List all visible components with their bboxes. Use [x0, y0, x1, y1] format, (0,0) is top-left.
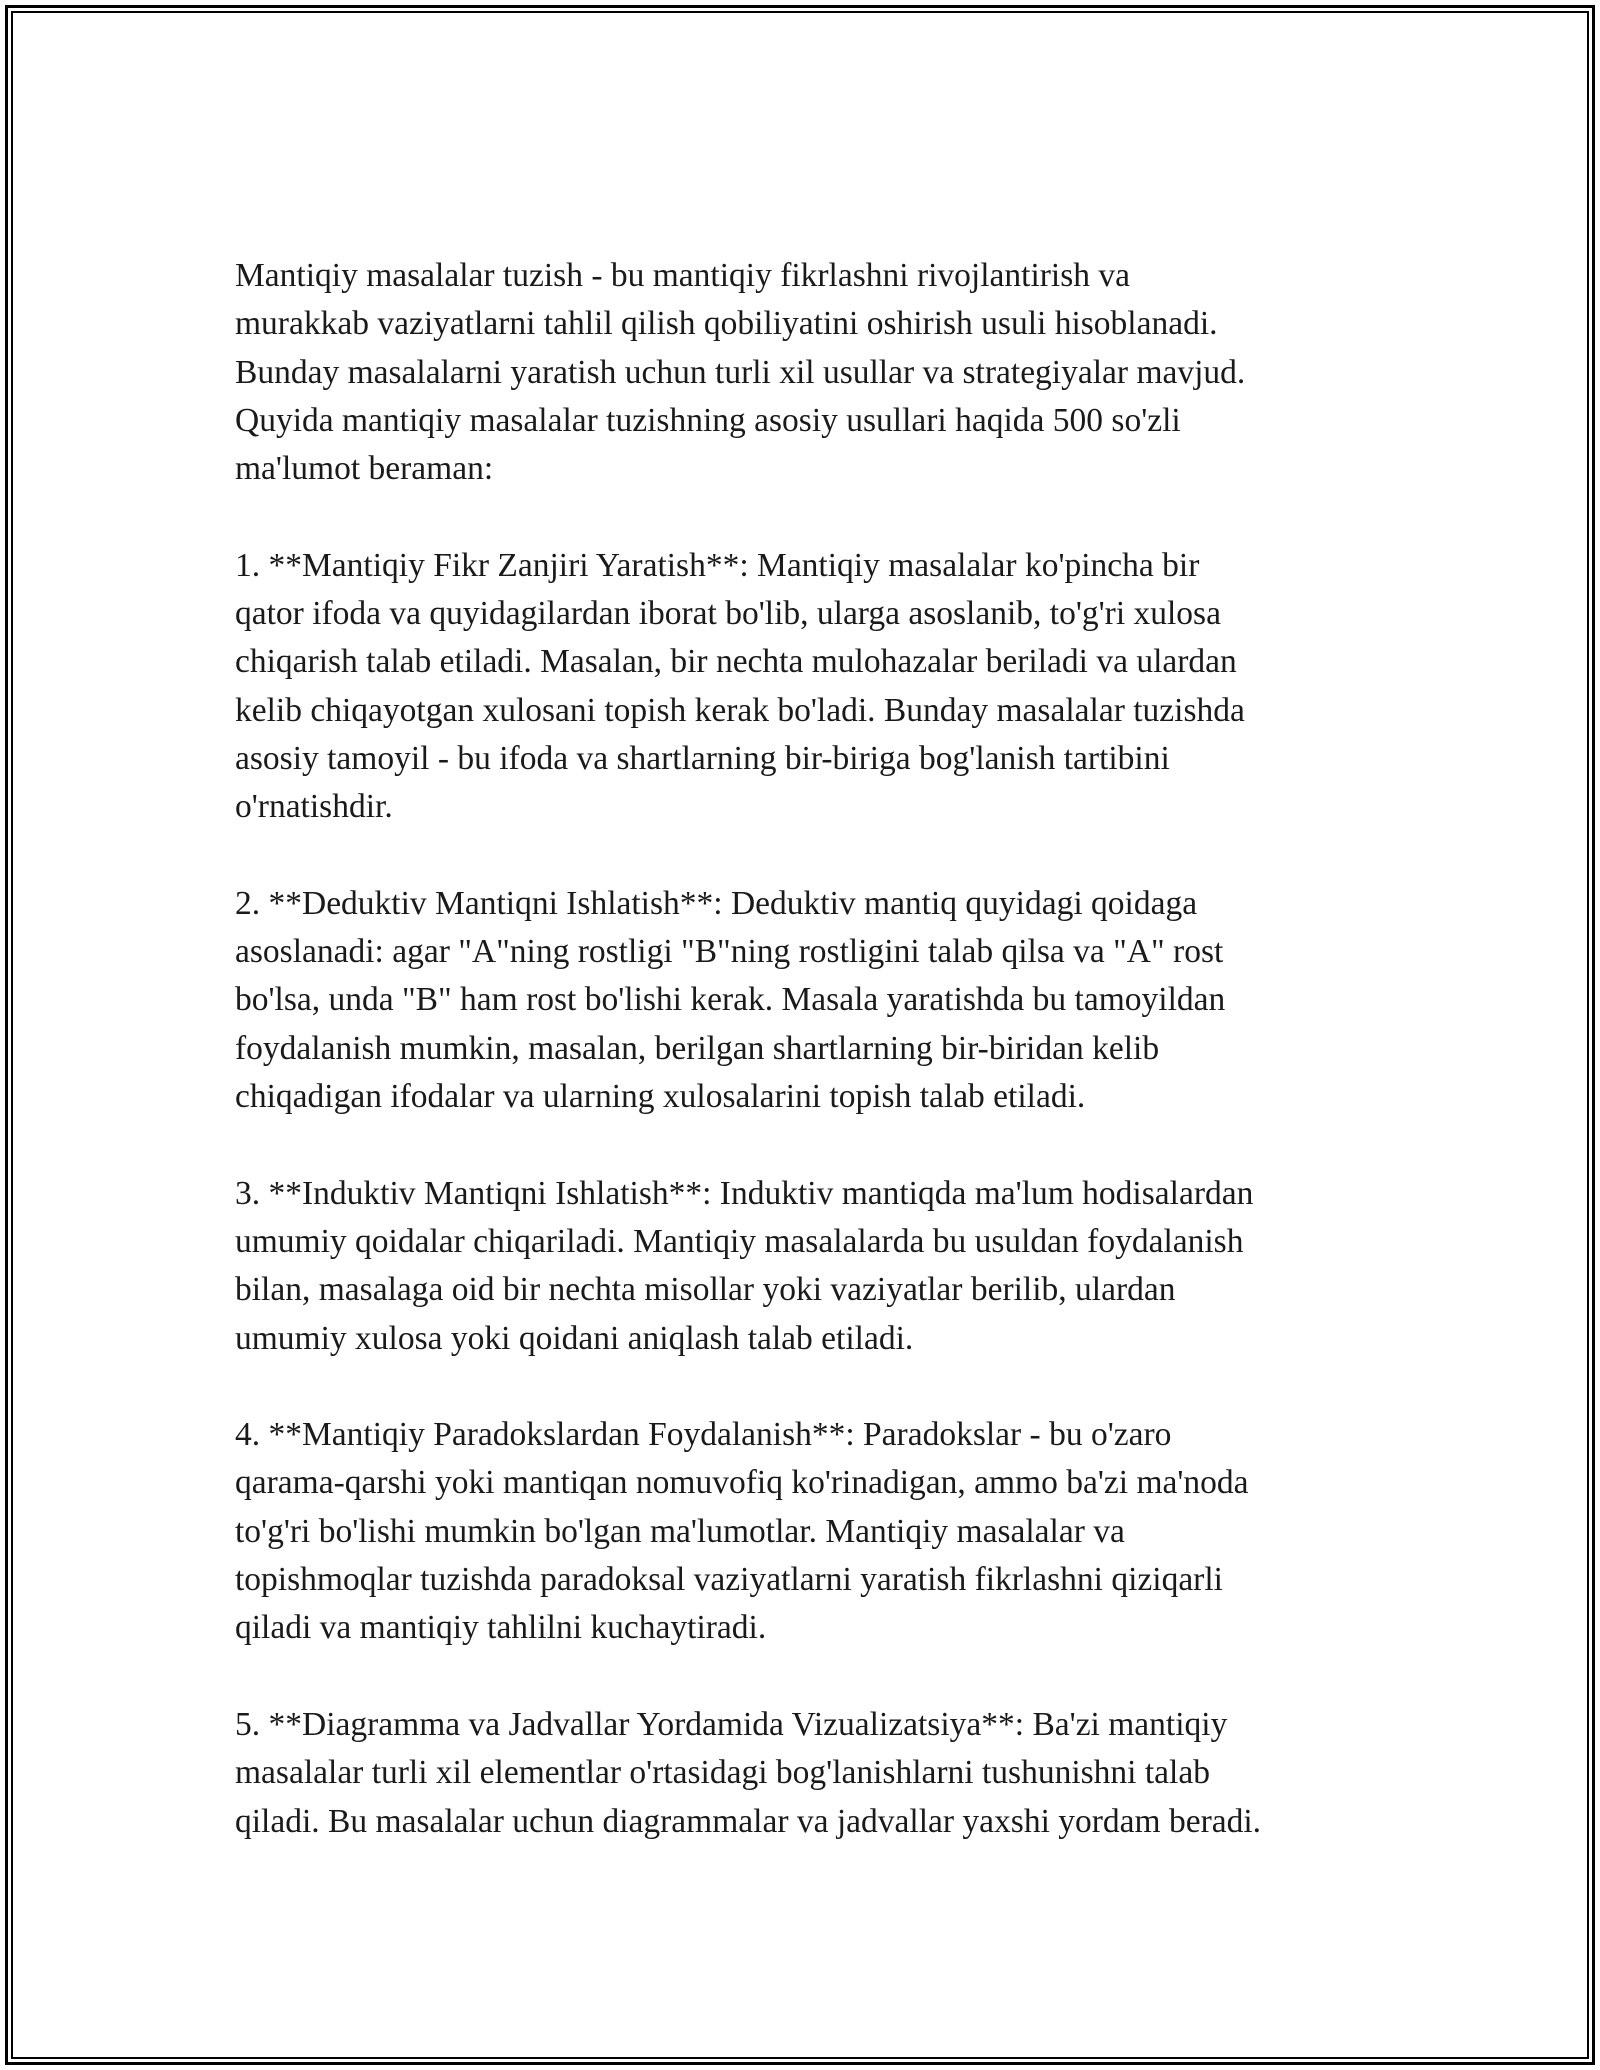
document-body — [235, 252, 1385, 1846]
list-item-4: 4. **Mantiqiy Paradokslardan Foydalanish**: Paradokslar - bu o'zaro qarama-qarshi yoki mantiqan nomuvofiq ko'rinadigan, ammo ba'zi ma'noda to'g'ri bo'lishi mumkin bo'lgan ma'lumotlar. Mantiqiy masalalar va topishmoqlar tuzishda paradoksal vaziyatlarni yaratish fikrlashni qiziqarli qiladi va mantiqiy tahlilni kuchaytiradi. — [235, 1416, 1249, 1647]
intro-paragraph: Mantiqiy masalalar tuzish - bu mantiqiy fikrlashni rivojlantirish va murakkab vaziyatlarni tahlil qilish qobiliyatini oshirish usuli hisoblanadi. Bunday masalalarni yaratish uchun turli xil usullar va strategiyalar mavjud. Quyida mantiqiy masalalar tuzishning asosiy usullari haqida 500 so'zli ma'lumot beraman: — [235, 257, 1246, 488]
list-item-5: 5. **Diagramma va Jadvallar Yordamida Vizualizatsiya**: Ba'zi mantiqiy masalalar turli xil elementlar o'rtasidagi bog'lanishlarni tushunishni talab qiladi. Bu masalalar uchun diagrammalar va jadvallar yaxshi yordam beradi. — [235, 1705, 1262, 1840]
list-item-1: 1. **Mantiqiy Fikr Zanjiri Yaratish**: Mantiqiy masalalar ko'pincha bir qator ifoda va quyidagilardan iborat bo'lib, ularga asoslanib, to'g'ri xulosa chiqarish talab etiladi. Masalan, bir nechta mulohazalar beriladi va ulardan kelib chiqayotgan xulosani topish kerak bo'ladi. Bunday masalalar tuzishda asosiy tamoyil - bu ifoda va shartlarning bir-biriga bog'lanish tartibini o'rnatishdir. — [235, 546, 1245, 826]
list-item-2: 2. **Deduktiv Mantiqni Ishlatish**: Deduktiv mantiq quyidagi qoidaga asoslanadi: agar "A"ning rostligi "B"ning rostligini talab qilsa va "A" rost bo'lsa, unda "B" ham rost bo'lishi kerak. Masala yaratishda bu tamoyildan foydalanish mumkin, masalan, berilgan shartlarning bir-biridan kelib chiqadigan ifodalar va ularning xulosalarini topish talab etiladi. — [235, 884, 1226, 1116]
list-item-3: 3. **Induktiv Mantiqni Ishlatish**: Induktiv mantiqda ma'lum hodisalardan umumiy qoidalar chiqariladi. Mantiqiy masalalarda bu usuldan foydalanish bilan, masalaga oid bir nechta misollar yoki vaziyatlar berilib, ulardan umumiy xulosa yoki qoidani aniqlash talab etiladi. — [235, 1174, 1254, 1357]
